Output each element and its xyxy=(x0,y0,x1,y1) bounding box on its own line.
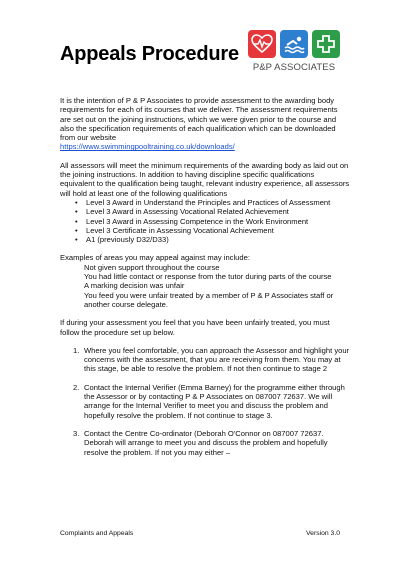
procedure-step xyxy=(73,345,350,374)
footer-version: Version 3.0 xyxy=(306,530,341,537)
company-logo xyxy=(248,30,340,73)
heart-pulse-icon xyxy=(248,30,276,58)
step-number: 2. xyxy=(73,382,80,392)
footer-document-name: Complaints and Appeals xyxy=(60,530,134,537)
examples-intro: Examples of areas you may appeal against may include: xyxy=(60,253,250,263)
step-number: 1. xyxy=(73,345,80,355)
list-item: You had little contact or response from the tutor during parts of the course xyxy=(84,272,332,282)
procedure-step xyxy=(73,382,350,420)
list-item: • Level 3 Certificate in Assessing Vocational Achievement xyxy=(86,226,350,235)
swimmer-icon xyxy=(280,30,308,58)
list-item: A marking decision was unfair xyxy=(84,281,185,291)
list-item: • Level 3 Award in Assessing Competence in the Work Environment xyxy=(86,217,350,226)
assessors-paragraph: All assessors will meet the minimum requirements of the awarding body as laid out on the joining instructions. In addition to having discipline specific qualifications equivalent to the qualification being taught, relevant industry experience, all assessors will hold at least one of the following qualifications xyxy=(60,160,350,198)
step-text: Contact the Centre Co-ordinator (Deborah O'Connor on 087007 72637. Deborah will arrange to meet you and discuss the problem and hopefully resolve the problem. If not you may either – xyxy=(84,428,328,457)
step-text: Contact the Internal Verifier (Emma Barney) for the programme either through the Assessor or by contacting P & P Associates on 087007 72637. We will arrange for the Internal Verifier to meet you and discuss the problem and hopefully resolve the problem. If not continue to stage 3. xyxy=(84,382,345,420)
intro-paragraph xyxy=(60,96,350,152)
list-item: You feed you were unfair treated by a member of P & P Associates staff or another course delegate. xyxy=(84,290,334,309)
procedure-intro: If during your assessment you feel that you have been unfairly treated, you must follow the procedure set up below. xyxy=(60,318,330,337)
step-text: Where you feel comfortable, you can approach the Assessor and highlight your concerns with the assessment, that you are receiving from them. You may at this stage, be able to resolve the problem. If not then continue to stage 2 xyxy=(84,345,350,374)
list-item: • A1 (previously D32/D33) xyxy=(86,235,350,244)
document-body xyxy=(60,96,350,466)
downloads-link[interactable]: https://www.swimmingpooltraining.co.uk/downloads/ xyxy=(60,142,235,152)
list-item: Not given support throughout the course xyxy=(84,262,220,272)
examples-list xyxy=(60,263,350,309)
qualifications-list xyxy=(60,198,350,244)
first-aid-cross-icon xyxy=(312,30,340,58)
intro-text: It is the intention of P & P Associates to provide assessment to the awarding body requirements for each of its courses that we deliver. The assessment requirements are set out on the joining instructions, which we were given prior to the course and also the specification requirements of each qualification which can be downloaded from our website xyxy=(60,96,338,143)
page-title: Appeals Procedure xyxy=(60,43,239,65)
logo-company-name: P&P ASSOCIATES xyxy=(252,62,336,73)
logo-icons xyxy=(248,30,340,58)
procedure-steps xyxy=(60,346,350,457)
procedure-step xyxy=(73,428,350,457)
list-item: • Level 3 Award in Assessing Vocational Related Achievement xyxy=(86,207,350,216)
list-item: • Level 3 Award in Understand the Principles and Practices of Assessment xyxy=(86,198,350,207)
step-number: 3. xyxy=(73,428,80,438)
